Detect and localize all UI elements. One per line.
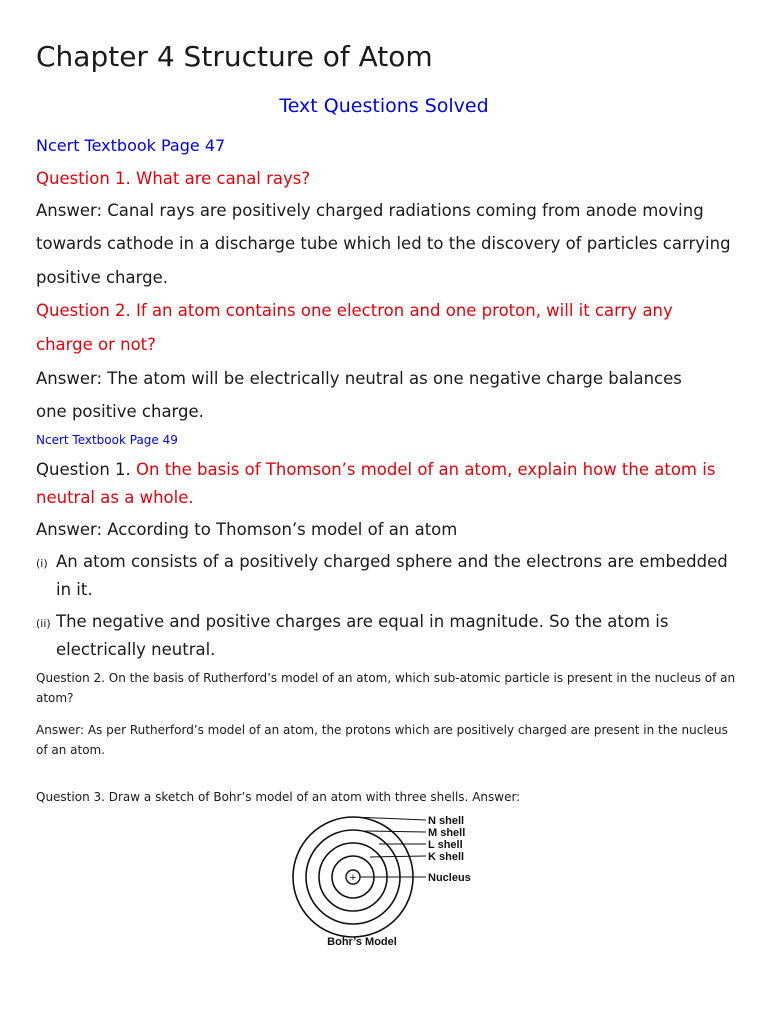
answer-thomson-intro: Answer: According to Thomson’s model of an atom <box>36 520 458 539</box>
question-thomson-line-1 <box>36 460 715 479</box>
n-shell-label: N shell <box>428 815 465 827</box>
nucleus-symbol: + <box>349 872 357 884</box>
answer-electron-proton-line-1: Answer: The atom will be electrically neutral as one negative charge balances <box>36 369 682 388</box>
l-shell-label: L shell <box>428 839 463 851</box>
question-bohr-sketch: Question 3. Draw a sketch of Bohr’s model of an atom with three shells. Answer: <box>36 790 521 804</box>
m-shell-pointer <box>365 831 426 832</box>
point-i-line-2: in it. <box>56 580 93 599</box>
question-electron-proton-line-2: charge or not? <box>36 335 156 354</box>
question-canal-rays: Question 1. What are canal rays? <box>36 169 311 188</box>
diagram-caption: Bohr’s Model <box>327 936 397 948</box>
question-thomson-text: On the basis of Thomson’s model of an atom, explain how the atom is <box>136 460 716 479</box>
k-shell-pointer <box>370 856 426 857</box>
point-i-marker: (i) <box>36 557 48 570</box>
question-thomson-prefix: Question 1. <box>36 460 137 479</box>
section-heading-page-49: Ncert Textbook Page 49 <box>36 433 178 447</box>
point-i-line-1: An atom consists of a positively charged sphere and the electrons are embedded <box>56 552 728 571</box>
section-heading-page-47: Ncert Textbook Page 47 <box>36 136 226 155</box>
page-title: Chapter 4 Structure of Atom <box>36 40 433 73</box>
question-thomson-line-2: neutral as a whole. <box>36 488 194 507</box>
m-shell-label: M shell <box>428 827 466 839</box>
k-shell-label: K shell <box>428 851 465 863</box>
page-subtitle: Text Questions Solved <box>279 95 489 117</box>
answer-canal-rays-line-3: positive charge. <box>36 268 168 287</box>
answer-electron-proton-line-2: one positive charge. <box>36 402 204 421</box>
answer-canal-rays-line-2: towards cathode in a discharge tube which led to the discovery of particles carrying <box>36 234 731 253</box>
answer-rutherford: Answer: As per Rutherford’s model of an atom, the protons which are positively charged are present in the nucleus of an atom. <box>36 723 728 757</box>
question-rutherford: Question 2. On the basis of Rutherford’s model of an atom, which sub-atomic particle is present in the nucleus of an atom? <box>36 671 736 705</box>
point-ii-marker: (ii) <box>36 617 51 630</box>
answer-canal-rays-line-1: Answer: Canal rays are positively charged radiations coming from anode moving <box>36 201 704 220</box>
point-ii-line-1: The negative and positive charges are equal in magnitude. So the atom is <box>56 612 669 631</box>
nucleus-label: Nucleus <box>428 872 471 884</box>
point-ii-line-2: electrically neutral. <box>56 640 216 659</box>
bohr-model-diagram <box>290 810 490 955</box>
question-electron-proton-line-1: Question 2. If an atom contains one electron and one proton, will it carry any <box>36 301 673 320</box>
